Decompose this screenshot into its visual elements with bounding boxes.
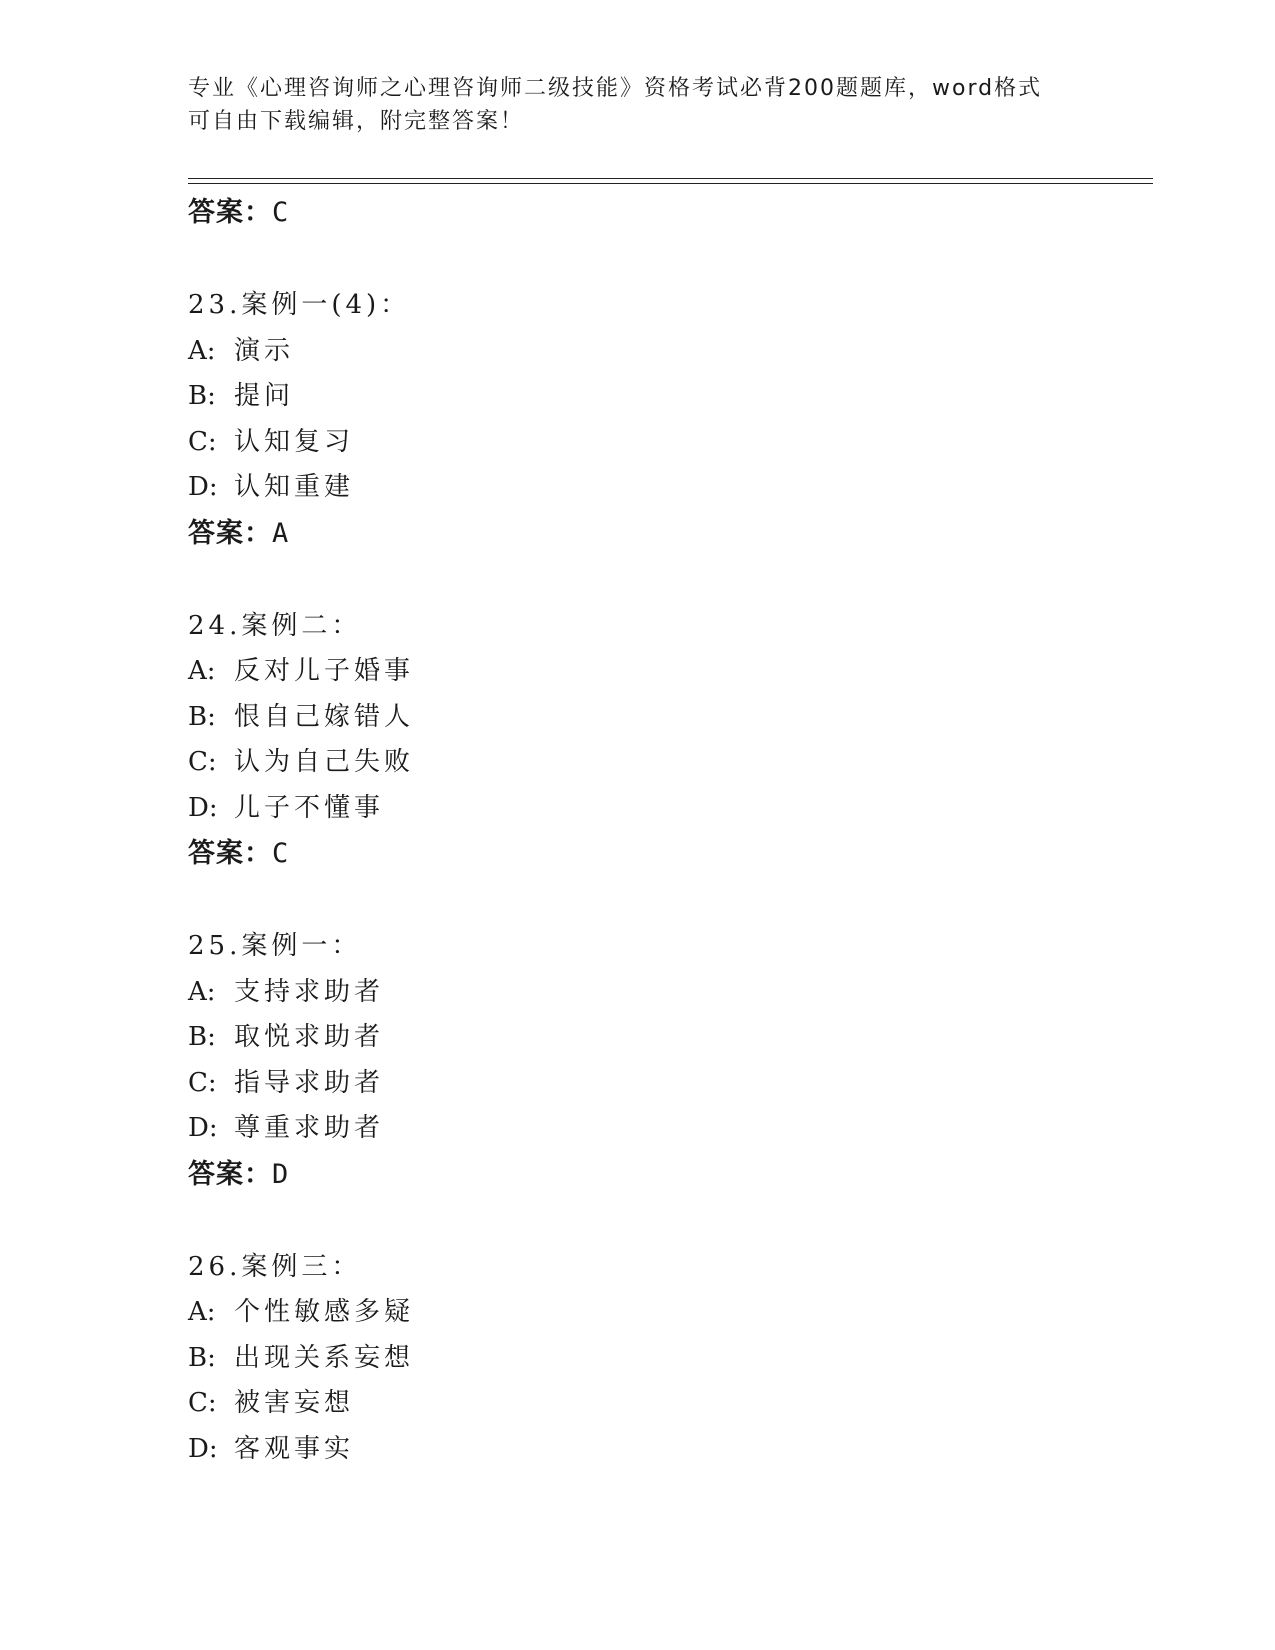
answer-value: C xyxy=(272,197,290,228)
option-text: 反对儿子婚事 xyxy=(234,656,415,686)
option-a xyxy=(188,329,1148,375)
option-text: 客观事实 xyxy=(234,1433,355,1464)
option-key: A: xyxy=(188,656,216,686)
question-title: 24.案例二： xyxy=(188,610,362,641)
option-key: D: xyxy=(188,472,218,502)
option-key: A: xyxy=(188,335,216,366)
option-text: 儿子不懂事 xyxy=(234,792,385,823)
option-a xyxy=(188,649,1148,695)
option-b xyxy=(188,1015,1148,1061)
option-key: B: xyxy=(188,1022,216,1052)
header-rule-bottom xyxy=(188,183,1153,184)
option-key: C: xyxy=(188,426,217,457)
question-title: 26.案例三： xyxy=(188,1251,362,1282)
option-key: D: xyxy=(188,792,218,823)
answer-label: 答案： xyxy=(188,517,272,549)
question-block xyxy=(188,1245,1148,1473)
option-key: B: xyxy=(188,381,216,411)
answer-line xyxy=(188,511,1148,556)
question-block xyxy=(188,283,1148,556)
option-text: 认知复习 xyxy=(234,426,355,457)
answer-label: 答案： xyxy=(188,197,272,228)
option-text: 恨自己嫁错人 xyxy=(234,701,415,732)
question-block xyxy=(188,924,1148,1197)
option-key: C: xyxy=(188,1067,217,1098)
answer-label: 答案： xyxy=(188,838,272,869)
question-block xyxy=(188,604,1148,877)
header-line-1: 专业《心理咨询师之心理咨询师二级技能》资格考试必背200题题库，word格式 xyxy=(188,76,1043,101)
answer-line xyxy=(188,190,1148,235)
option-c xyxy=(188,1061,1148,1107)
option-d xyxy=(188,786,1148,832)
option-text: 认为自己失败 xyxy=(234,747,415,777)
option-key: A: xyxy=(188,1297,216,1327)
answer-label: 答案： xyxy=(188,1158,272,1190)
option-key: C: xyxy=(188,747,217,777)
option-key: D: xyxy=(188,1433,218,1464)
header-rule-top xyxy=(188,178,1153,179)
option-d xyxy=(188,1106,1148,1152)
question-list xyxy=(188,190,1148,1472)
option-key: A: xyxy=(188,976,216,1007)
option-d xyxy=(188,1427,1148,1473)
answer-value: C xyxy=(272,838,290,869)
option-text: 取悦求助者 xyxy=(234,1022,385,1052)
option-c xyxy=(188,740,1148,786)
option-text: 个性敏感多疑 xyxy=(234,1297,415,1327)
option-key: B: xyxy=(188,701,216,732)
option-text: 认知重建 xyxy=(234,472,355,502)
option-c xyxy=(188,420,1148,466)
option-text: 尊重求助者 xyxy=(234,1113,385,1143)
option-b xyxy=(188,695,1148,741)
option-c xyxy=(188,1381,1148,1427)
answer-value: D xyxy=(272,1158,290,1190)
header-line-2: 可自由下载编辑，附完整答案！ xyxy=(188,109,525,134)
option-text: 指导求助者 xyxy=(234,1067,385,1098)
option-b xyxy=(188,374,1148,420)
option-text: 提问 xyxy=(234,381,295,411)
option-text: 出现关系妄想 xyxy=(234,1342,415,1373)
answer-line xyxy=(188,1152,1148,1197)
document-header xyxy=(188,72,1068,138)
option-text: 被害妄想 xyxy=(234,1388,355,1418)
answer-value: A xyxy=(272,517,290,549)
option-b xyxy=(188,1336,1148,1382)
option-d xyxy=(188,465,1148,511)
answer-line xyxy=(188,831,1148,876)
option-text: 支持求助者 xyxy=(234,976,385,1007)
option-key: B: xyxy=(188,1342,216,1373)
option-key: C: xyxy=(188,1388,217,1418)
option-a xyxy=(188,970,1148,1016)
option-text: 演示 xyxy=(234,335,295,366)
question-title: 25.案例一： xyxy=(188,931,362,961)
option-key: D: xyxy=(188,1113,218,1143)
option-a xyxy=(188,1290,1148,1336)
question-title: 23.案例一(4)： xyxy=(188,290,411,320)
